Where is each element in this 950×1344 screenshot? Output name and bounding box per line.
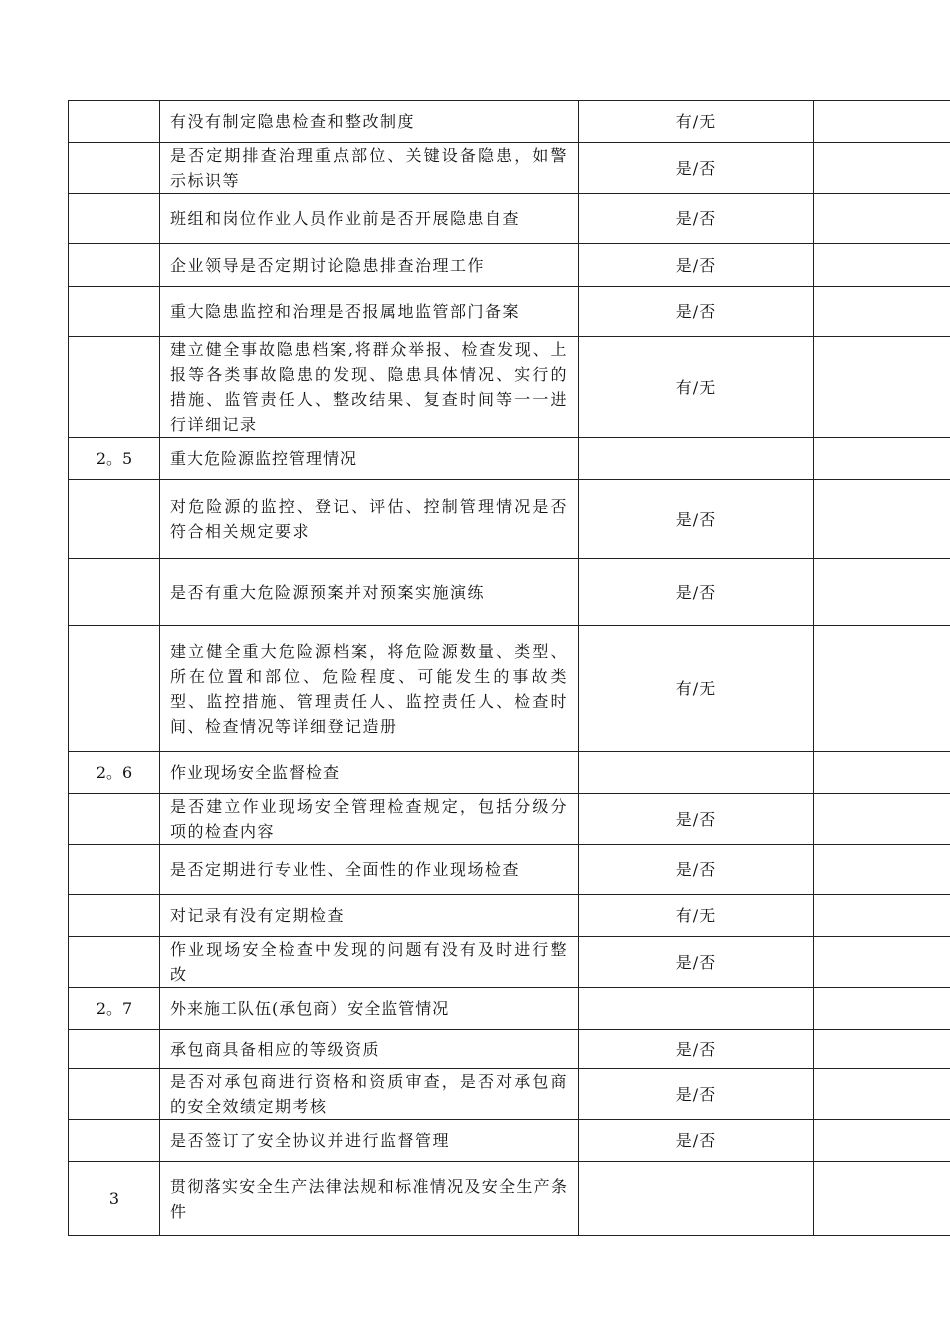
row-number-cell: 2。7 [69,988,160,1030]
remark-cell [814,287,950,337]
remark-cell [814,244,950,287]
answer-cell: 是/否 [579,794,814,845]
answer-cell: 是/否 [579,845,814,895]
remark-cell [814,1162,950,1236]
section-row [69,752,950,794]
check-item-cell: 班组和岗位作业人员作业前是否开展隐患自查 [160,194,579,244]
row-number-cell: 2。6 [69,752,160,794]
section-row [69,988,950,1030]
remark-cell [814,1030,950,1069]
section-row [69,1162,950,1236]
row-number-cell: 3 [69,1162,160,1236]
answer-cell: 是/否 [579,143,814,194]
answer-cell: 是/否 [579,1030,814,1069]
answer-cell: 有/无 [579,895,814,937]
answer-cell: 有/无 [579,101,814,143]
check-item-cell: 是否有重大危险源预案并对预案实施演练 [160,559,579,626]
row-number-cell [69,194,160,244]
check-item-cell: 有没有制定隐患检查和整改制度 [160,101,579,143]
check-item-cell: 外来施工队伍(承包商）安全监管情况 [160,988,579,1030]
row-number-cell [69,937,160,988]
check-item-cell: 是否对承包商进行资格和资质审查，是否对承包商的安全效绩定期考核 [160,1069,579,1120]
table-row [69,480,950,559]
check-item-cell: 是否建立作业现场安全管理检查规定，包括分级分项的检查内容 [160,794,579,845]
row-number-cell: 2。5 [69,438,160,480]
remark-cell [814,143,950,194]
check-item-cell: 是否签订了安全协议并进行监督管理 [160,1120,579,1162]
row-number-cell [69,101,160,143]
row-number-cell [69,1030,160,1069]
inspection-checklist-table [68,100,950,1236]
row-number-cell [69,559,160,626]
row-number-cell [69,1069,160,1120]
table-row [69,1030,950,1069]
check-item-cell: 作业现场安全监督检查 [160,752,579,794]
table-row [69,1120,950,1162]
answer-cell: 是/否 [579,937,814,988]
table-row [69,626,950,752]
remark-cell [814,794,950,845]
answer-cell: 有/无 [579,626,814,752]
answer-cell: 是/否 [579,244,814,287]
remark-cell [814,988,950,1030]
table-row [69,101,950,143]
answer-cell: 是/否 [579,194,814,244]
answer-cell [579,438,814,480]
check-item-cell: 重大危险源监控管理情况 [160,438,579,480]
remark-cell [814,101,950,143]
check-item-cell: 贯彻落实安全生产法律法规和标准情况及安全生产条件 [160,1162,579,1236]
check-item-cell: 是否定期排查治理重点部位、关键设备隐患，如警示标识等 [160,143,579,194]
answer-cell: 有/无 [579,337,814,438]
answer-cell: 是/否 [579,287,814,337]
check-item-cell: 建立健全事故隐患档案,将群众举报、检查发现、上报等各类事故隐患的发现、隐患具体情况、实行的措施、监管责任人、整改结果、复查时间等一一进行详细记录 [160,337,579,438]
remark-cell [814,1120,950,1162]
table-row [69,794,950,845]
remark-cell [814,480,950,559]
table-body [69,101,950,1236]
row-number-cell [69,480,160,559]
row-number-cell [69,845,160,895]
table-row [69,937,950,988]
remark-cell [814,559,950,626]
row-number-cell [69,626,160,752]
table-row [69,287,950,337]
answer-cell: 是/否 [579,480,814,559]
answer-cell: 是/否 [579,559,814,626]
row-number-cell [69,794,160,845]
remark-cell [814,1069,950,1120]
answer-cell: 是/否 [579,1120,814,1162]
remark-cell [814,895,950,937]
check-item-cell: 企业领导是否定期讨论隐患排查治理工作 [160,244,579,287]
table-row [69,559,950,626]
check-item-cell: 是否定期进行专业性、全面性的作业现场检查 [160,845,579,895]
remark-cell [814,845,950,895]
table-row [69,194,950,244]
table-row [69,143,950,194]
row-number-cell [69,244,160,287]
table-row [69,895,950,937]
row-number-cell [69,1120,160,1162]
table-row [69,337,950,438]
row-number-cell [69,895,160,937]
answer-cell [579,988,814,1030]
check-item-cell: 重大隐患监控和治理是否报属地监管部门备案 [160,287,579,337]
row-number-cell [69,337,160,438]
table-row [69,1069,950,1120]
check-item-cell: 作业现场安全检查中发现的问题有没有及时进行整改 [160,937,579,988]
remark-cell [814,438,950,480]
row-number-cell [69,143,160,194]
table-row [69,845,950,895]
section-row [69,438,950,480]
row-number-cell [69,287,160,337]
check-item-cell: 对危险源的监控、登记、评估、控制管理情况是否符合相关规定要求 [160,480,579,559]
remark-cell [814,626,950,752]
check-item-cell: 对记录有没有定期检查 [160,895,579,937]
answer-cell: 是/否 [579,1069,814,1120]
answer-cell [579,1162,814,1236]
remark-cell [814,752,950,794]
check-item-cell: 建立健全重大危险源档案，将危险源数量、类型、所在位置和部位、危险程度、可能发生的事故类型、监控措施、管理责任人、监控责任人、检查时间、检查情况等详细登记造册 [160,626,579,752]
remark-cell [814,194,950,244]
remark-cell [814,937,950,988]
answer-cell [579,752,814,794]
remark-cell [814,337,950,438]
check-item-cell: 承包商具备相应的等级资质 [160,1030,579,1069]
table-row [69,244,950,287]
